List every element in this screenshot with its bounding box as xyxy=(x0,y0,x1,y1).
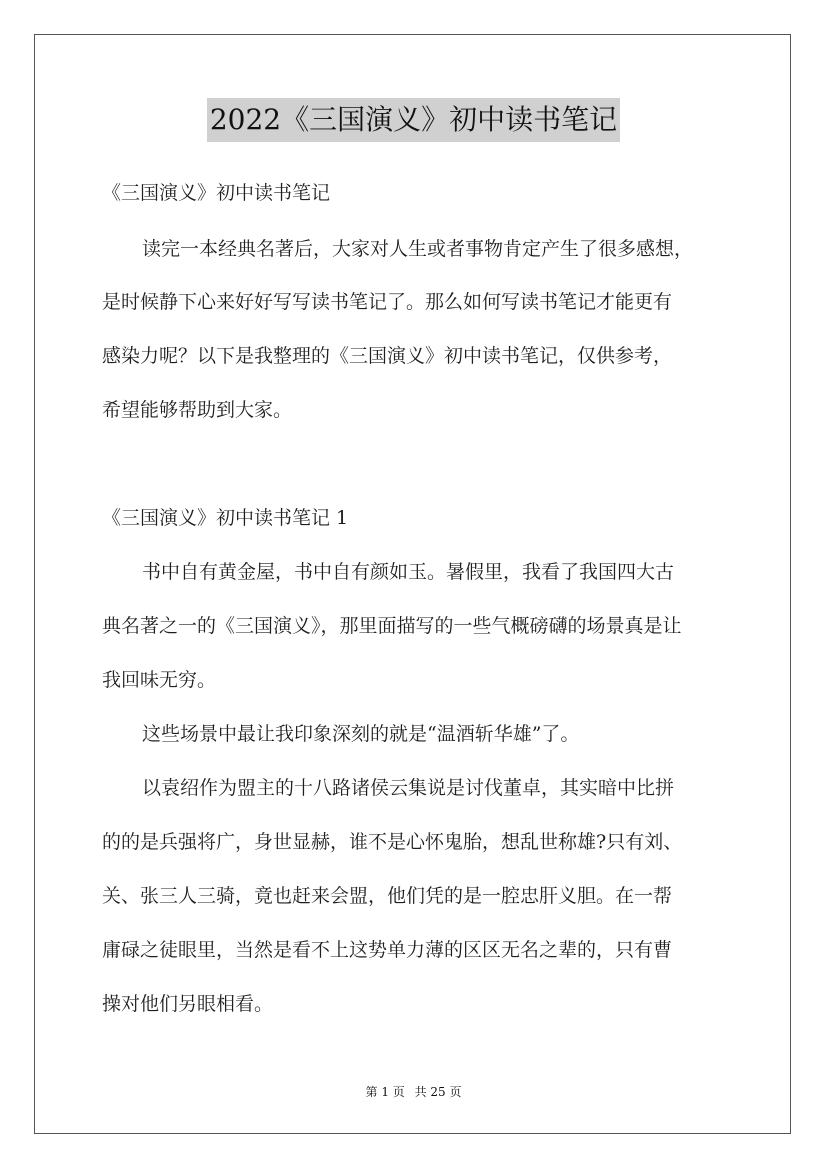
title-container xyxy=(0,98,827,142)
page-total: 共 25 页 xyxy=(414,1085,462,1099)
paragraph-3-line-1: 以袁绍作为盟主的十八路诸侯云集说是讨伐董卓，其实暗中比拼 xyxy=(142,777,675,799)
intro-line-2: 是时候静下心来好好写写读书笔记了。那么如何写读书笔记才能更有 xyxy=(102,291,673,313)
paragraph-3-line-3: 关、张三人三骑，竟也赶来会盟，他们凭的是一腔忠肝义胆。在一帮 xyxy=(102,885,673,907)
paragraph-1-line-2: 典名著之一的《三国演义》，那里面描写的一些气概磅礴的场景真是让 xyxy=(102,615,682,637)
paragraph-3-line-2: 的的是兵强将广，身世显赫，谁不是心怀鬼胎，想乱世称雄?只有刘、 xyxy=(102,831,683,853)
section-heading: 《三国演义》初中读书笔记 1 xyxy=(102,507,349,529)
paragraph-2-line-1: 这些场景中最让我印象深刻的就是“温酒斩华雄”了。 xyxy=(142,723,580,745)
paragraph-3-line-5: 操对他们另眼相看。 xyxy=(102,993,274,1015)
document-subtitle: 《三国演义》初中读书笔记 xyxy=(102,182,331,204)
paragraph-3-line-4: 庸碌之徒眼里，当然是看不上这势单力薄的区区无名之辈的，只有曹 xyxy=(102,939,673,961)
paragraph-1-line-3: 我回味无穷。 xyxy=(102,669,217,691)
paragraph-1-line-1: 书中自有黄金屋，书中自有颜如玉。暑假里，我看了我国四大古 xyxy=(142,561,675,583)
intro-line-3: 感染力呢？以下是我整理的《三国演义》初中读书笔记，仅供参考， xyxy=(102,345,673,367)
document-title: 2022《三国演义》初中读书笔记 xyxy=(207,98,620,142)
intro-line-4: 希望能够帮助到大家。 xyxy=(102,399,293,421)
page-number: 第 1 页 xyxy=(365,1085,405,1099)
intro-line-1: 读完一本经典名著后，大家对人生或者事物肯定产生了很多感想， xyxy=(142,238,694,260)
page-footer xyxy=(0,1084,827,1100)
